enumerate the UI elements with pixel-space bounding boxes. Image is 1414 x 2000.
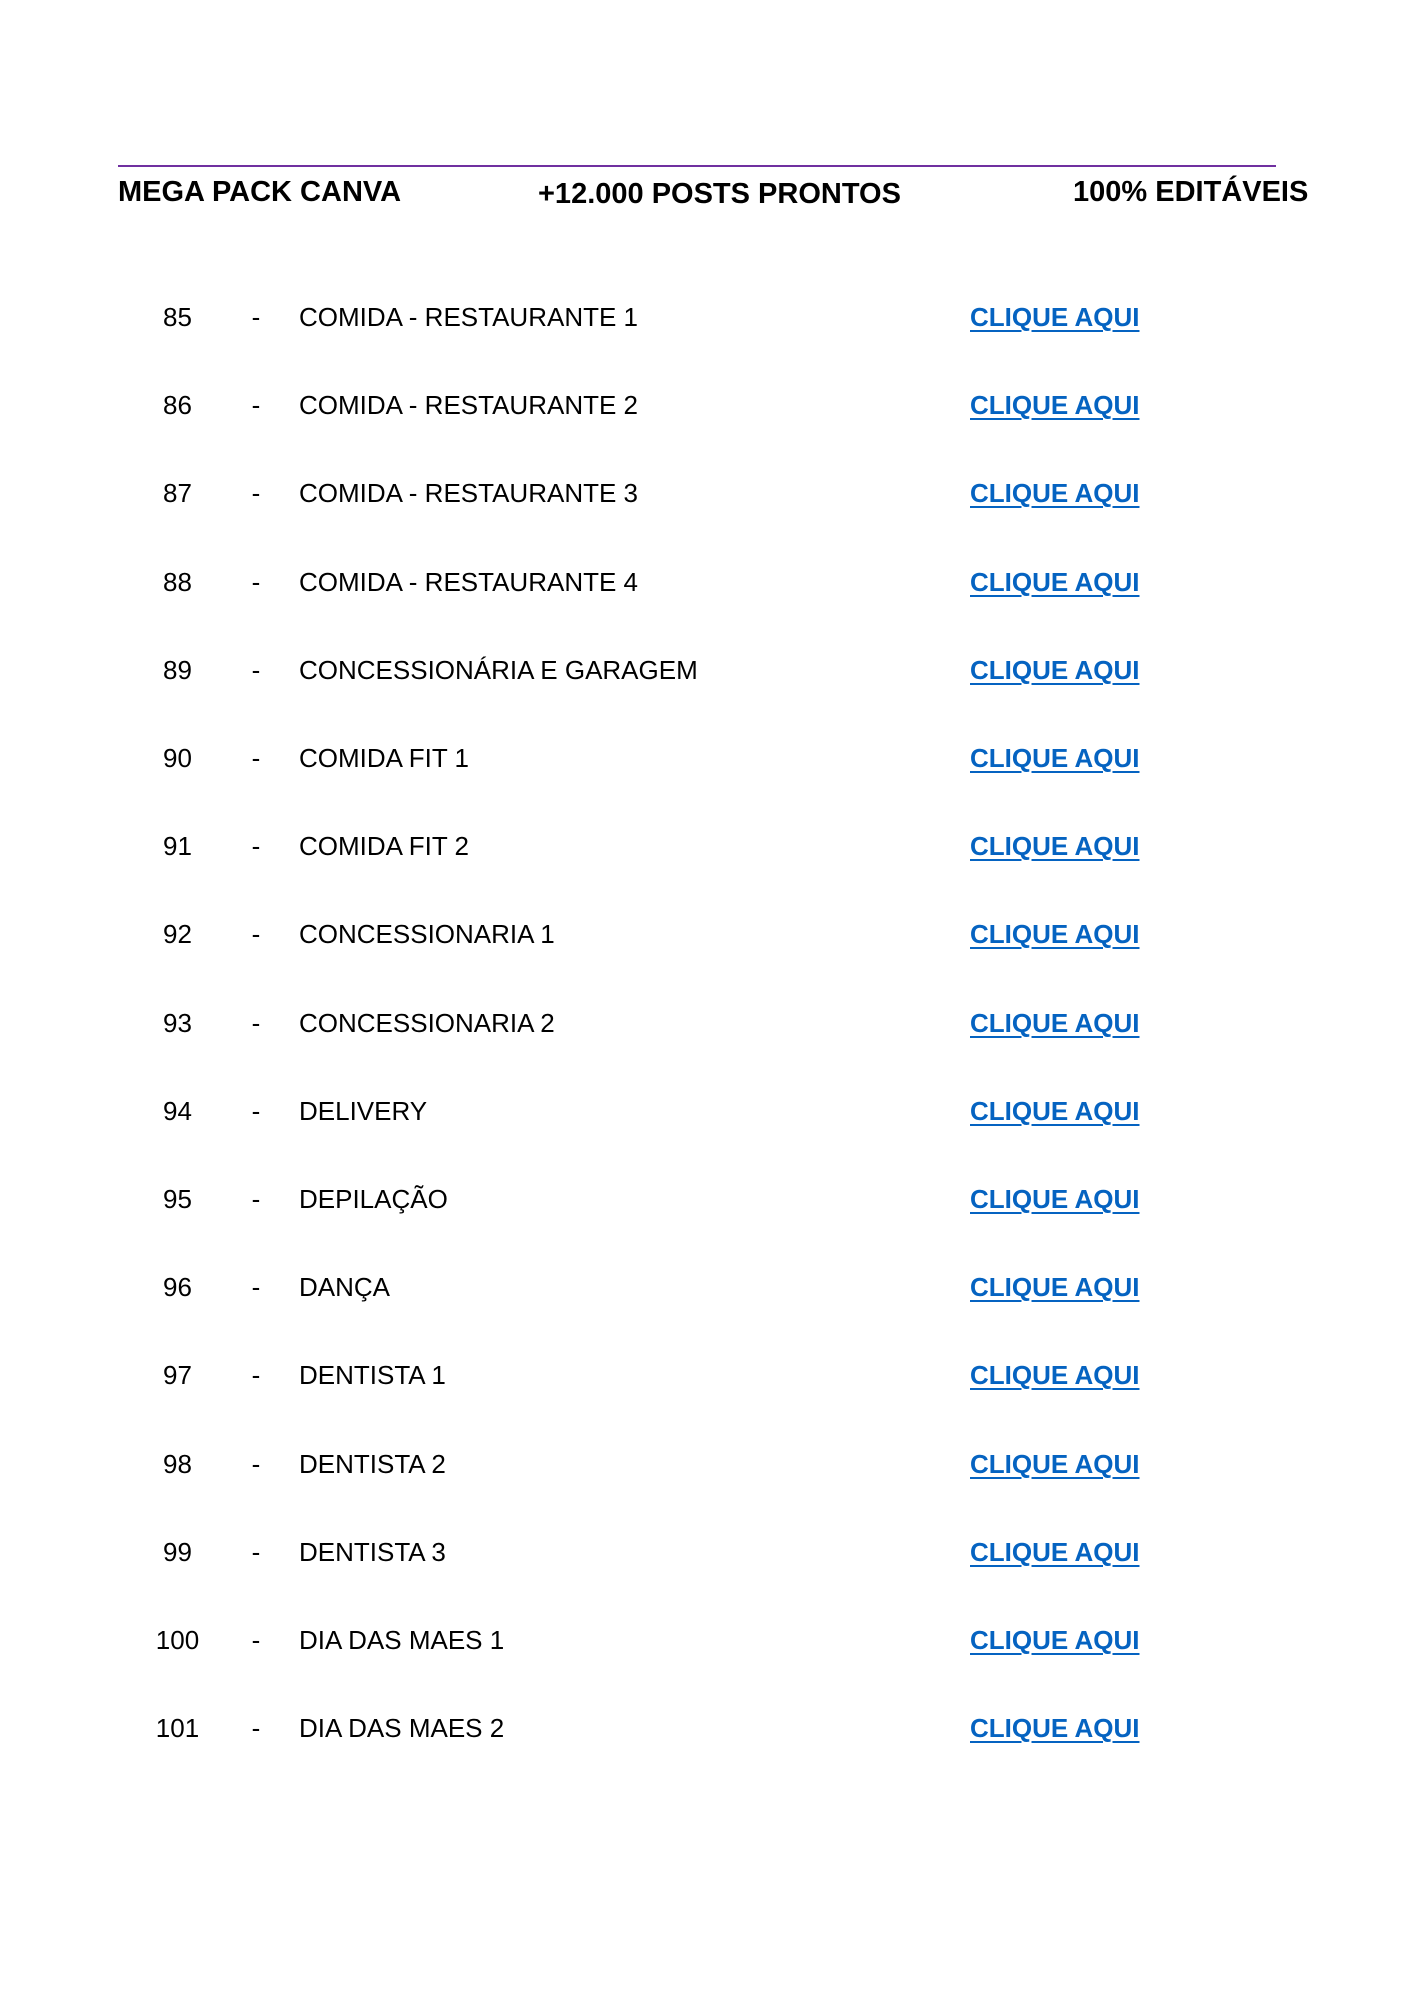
list-item bbox=[0, 1444, 1414, 1484]
item-separator: - bbox=[251, 390, 261, 420]
item-separator: - bbox=[251, 1449, 261, 1479]
item-label: COMIDA - RESTAURANTE 3 bbox=[299, 478, 639, 508]
item-separator: - bbox=[251, 1096, 261, 1126]
clique-aqui-link[interactable]: CLIQUE AQUI bbox=[970, 1360, 1140, 1390]
item-separator: - bbox=[251, 478, 261, 508]
clique-aqui-link[interactable]: CLIQUE AQUI bbox=[970, 1537, 1140, 1567]
list-item bbox=[0, 1267, 1414, 1307]
item-number: 92 bbox=[163, 919, 192, 949]
item-label: COMIDA - RESTAURANTE 4 bbox=[299, 567, 639, 597]
header-title-right: 100% EDITÁVEIS bbox=[1073, 176, 1309, 208]
item-separator: - bbox=[251, 1713, 261, 1743]
item-separator: - bbox=[251, 1184, 261, 1214]
item-separator: - bbox=[251, 1625, 261, 1655]
clique-aqui-link[interactable]: CLIQUE AQUI bbox=[970, 390, 1140, 420]
clique-aqui-link[interactable]: CLIQUE AQUI bbox=[970, 567, 1140, 597]
list-item bbox=[0, 1620, 1414, 1660]
list-item bbox=[0, 650, 1414, 690]
list-item bbox=[0, 1532, 1414, 1572]
clique-aqui-link[interactable]: CLIQUE AQUI bbox=[970, 655, 1140, 685]
item-number: 87 bbox=[163, 478, 192, 508]
item-label: DEPILAÇÃO bbox=[299, 1184, 448, 1214]
header-title-center: +12.000 POSTS PRONTOS bbox=[538, 178, 901, 210]
list-item bbox=[0, 297, 1414, 337]
item-number: 91 bbox=[163, 831, 192, 861]
header-title-left: MEGA PACK CANVA bbox=[118, 176, 402, 208]
item-label: DENTISTA 1 bbox=[299, 1360, 446, 1390]
item-number: 85 bbox=[163, 302, 192, 332]
clique-aqui-link[interactable]: CLIQUE AQUI bbox=[970, 831, 1140, 861]
item-label: DANÇA bbox=[299, 1272, 391, 1302]
item-number: 93 bbox=[163, 1008, 192, 1038]
clique-aqui-link[interactable]: CLIQUE AQUI bbox=[970, 919, 1140, 949]
item-number: 97 bbox=[163, 1360, 192, 1390]
item-separator: - bbox=[251, 919, 261, 949]
list-item bbox=[0, 914, 1414, 954]
list-item bbox=[0, 1355, 1414, 1395]
list-item bbox=[0, 385, 1414, 425]
clique-aqui-link[interactable]: CLIQUE AQUI bbox=[970, 302, 1140, 332]
item-number: 95 bbox=[163, 1184, 192, 1214]
clique-aqui-link[interactable]: CLIQUE AQUI bbox=[970, 1272, 1140, 1302]
item-label: COMIDA FIT 2 bbox=[299, 831, 469, 861]
item-separator: - bbox=[251, 1537, 261, 1567]
item-label: CONCESSIONÁRIA E GARAGEM bbox=[299, 655, 698, 685]
item-number: 96 bbox=[163, 1272, 192, 1302]
item-label: COMIDA - RESTAURANTE 1 bbox=[299, 302, 639, 332]
clique-aqui-link[interactable]: CLIQUE AQUI bbox=[970, 743, 1140, 773]
item-number: 98 bbox=[163, 1449, 192, 1479]
item-number: 101 bbox=[155, 1713, 200, 1743]
item-label: DELIVERY bbox=[299, 1096, 428, 1126]
list-item bbox=[0, 562, 1414, 602]
item-separator: - bbox=[251, 1360, 261, 1390]
item-label: COMIDA FIT 1 bbox=[299, 743, 469, 773]
item-number: 89 bbox=[163, 655, 192, 685]
item-label: CONCESSIONARIA 1 bbox=[299, 919, 555, 949]
list-item bbox=[0, 826, 1414, 866]
list-item bbox=[0, 473, 1414, 513]
clique-aqui-link[interactable]: CLIQUE AQUI bbox=[970, 1096, 1140, 1126]
item-label: CONCESSIONARIA 2 bbox=[299, 1008, 555, 1038]
item-label: DIA DAS MAES 2 bbox=[299, 1713, 505, 1743]
item-label: DENTISTA 2 bbox=[299, 1449, 446, 1479]
item-number: 90 bbox=[163, 743, 192, 773]
item-separator: - bbox=[251, 1008, 261, 1038]
item-number: 99 bbox=[163, 1537, 192, 1567]
item-label: DENTISTA 3 bbox=[299, 1537, 446, 1567]
list-item bbox=[0, 1091, 1414, 1131]
item-separator: - bbox=[251, 1272, 261, 1302]
item-label: DIA DAS MAES 1 bbox=[299, 1625, 505, 1655]
item-number: 100 bbox=[155, 1625, 200, 1655]
clique-aqui-link[interactable]: CLIQUE AQUI bbox=[970, 1184, 1140, 1214]
item-number: 88 bbox=[163, 567, 192, 597]
item-separator: - bbox=[251, 831, 261, 861]
item-separator: - bbox=[251, 302, 261, 332]
clique-aqui-link[interactable]: CLIQUE AQUI bbox=[970, 1713, 1140, 1743]
list-item bbox=[0, 1179, 1414, 1219]
item-separator: - bbox=[251, 743, 261, 773]
item-label: COMIDA - RESTAURANTE 2 bbox=[299, 390, 639, 420]
clique-aqui-link[interactable]: CLIQUE AQUI bbox=[970, 1008, 1140, 1038]
list-item bbox=[0, 1003, 1414, 1043]
list-item bbox=[0, 738, 1414, 778]
item-number: 86 bbox=[163, 390, 192, 420]
item-separator: - bbox=[251, 655, 261, 685]
item-number: 94 bbox=[163, 1096, 192, 1126]
clique-aqui-link[interactable]: CLIQUE AQUI bbox=[970, 1449, 1140, 1479]
header-divider bbox=[118, 165, 1276, 167]
clique-aqui-link[interactable]: CLIQUE AQUI bbox=[970, 478, 1140, 508]
item-separator: - bbox=[251, 567, 261, 597]
clique-aqui-link[interactable]: CLIQUE AQUI bbox=[970, 1625, 1140, 1655]
list-item bbox=[0, 1708, 1414, 1748]
